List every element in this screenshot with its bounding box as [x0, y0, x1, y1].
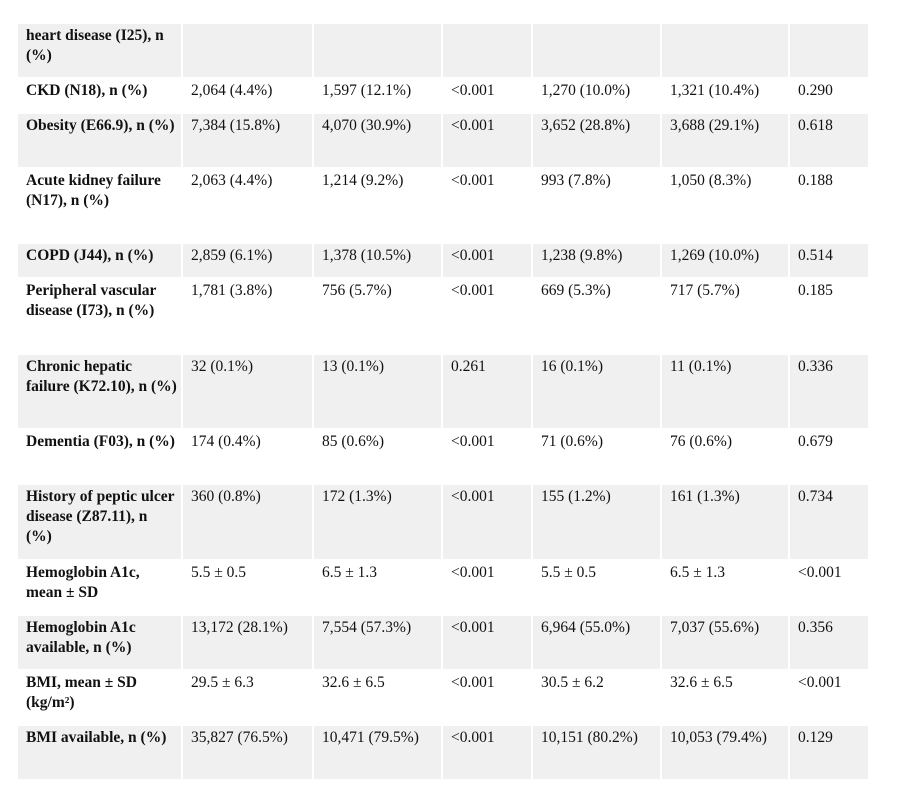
table-cell: 0.618: [790, 114, 868, 169]
table-cell: 0.188: [790, 169, 868, 244]
table-cell: <0.001: [790, 561, 868, 616]
table-cell: 360 (0.8%): [183, 485, 314, 561]
table-cell: 85 (0.6%): [314, 430, 443, 485]
row-label: Dementia (F03), n (%): [18, 430, 183, 485]
table-cell: 0.734: [790, 485, 868, 561]
table-cell: 1,270 (10.0%): [533, 79, 662, 114]
row-label: History of peptic ulcer disease (Z87.11), n (%): [18, 485, 183, 561]
row-label: Chronic hepatic failure (K72.10), n (%): [18, 355, 183, 430]
table-cell: <0.001: [443, 671, 533, 726]
table-cell: 174 (0.4%): [183, 430, 314, 485]
table-cell: <0.001: [443, 726, 533, 781]
row-label: heart disease (I25), n (%): [18, 24, 183, 79]
table-cell: 0.185: [790, 279, 868, 355]
table-cell: <0.001: [443, 244, 533, 279]
table-row: [18, 485, 868, 561]
table-row: [18, 114, 868, 169]
table-cell: <0.001: [790, 671, 868, 726]
table-cell: 71 (0.6%): [533, 430, 662, 485]
row-label: BMI available, n (%): [18, 726, 183, 781]
table-cell: 0.356: [790, 616, 868, 671]
table-cell: 2,064 (4.4%): [183, 79, 314, 114]
table-cell: 1,269 (10.0%): [662, 244, 790, 279]
table-cell: 0.129: [790, 726, 868, 781]
table-cell: 717 (5.7%): [662, 279, 790, 355]
table-cell: 1,214 (9.2%): [314, 169, 443, 244]
table-cell: 7,384 (15.8%): [183, 114, 314, 169]
table-cell: 13,172 (28.1%): [183, 616, 314, 671]
table-cell: 0.290: [790, 79, 868, 114]
table-row: [18, 726, 868, 781]
table-cell: [443, 24, 533, 79]
table-cell: 0.261: [443, 355, 533, 430]
table-row: [18, 79, 868, 114]
row-label: Acute kidney failure (N17), n (%): [18, 169, 183, 244]
table-cell: 76 (0.6%): [662, 430, 790, 485]
table-cell: 3,688 (29.1%): [662, 114, 790, 169]
table-cell: 2,063 (4.4%): [183, 169, 314, 244]
table-row: [18, 430, 868, 485]
table-cell: 1,597 (12.1%): [314, 79, 443, 114]
table-cell: <0.001: [443, 169, 533, 244]
table-body: [18, 24, 868, 781]
comorbidity-table: [18, 24, 868, 781]
table-cell: 1,781 (3.8%): [183, 279, 314, 355]
row-label: COPD (J44), n (%): [18, 244, 183, 279]
table-cell: 29.5 ± 6.3: [183, 671, 314, 726]
table-cell: 30.5 ± 6.2: [533, 671, 662, 726]
table-row: [18, 355, 868, 430]
table-cell: 11 (0.1%): [662, 355, 790, 430]
table-cell: 6.5 ± 1.3: [662, 561, 790, 616]
table-cell: 0.514: [790, 244, 868, 279]
table-row: [18, 561, 868, 616]
table-cell: [790, 24, 868, 79]
table-cell: 0.336: [790, 355, 868, 430]
table-cell: 172 (1.3%): [314, 485, 443, 561]
table-cell: [314, 24, 443, 79]
table-cell: [533, 24, 662, 79]
table-cell: <0.001: [443, 485, 533, 561]
table-cell: 10,053 (79.4%): [662, 726, 790, 781]
table-cell: 1,321 (10.4%): [662, 79, 790, 114]
table-cell: 16 (0.1%): [533, 355, 662, 430]
row-label: Hemoglobin A1c available, n (%): [18, 616, 183, 671]
table-cell: 32.6 ± 6.5: [314, 671, 443, 726]
table-cell: 1,378 (10.5%): [314, 244, 443, 279]
row-label: CKD (N18), n (%): [18, 79, 183, 114]
table-cell: 35,827 (76.5%): [183, 726, 314, 781]
table-cell: 0.679: [790, 430, 868, 485]
table-cell: <0.001: [443, 616, 533, 671]
table-row: [18, 671, 868, 726]
table-row: [18, 244, 868, 279]
table-cell: 161 (1.3%): [662, 485, 790, 561]
table-row: [18, 24, 868, 79]
table-row: [18, 279, 868, 355]
table-cell: 1,050 (8.3%): [662, 169, 790, 244]
comorbidity-table-container: [18, 24, 868, 781]
table-cell: 6.5 ± 1.3: [314, 561, 443, 616]
table-cell: 13 (0.1%): [314, 355, 443, 430]
table-cell: 155 (1.2%): [533, 485, 662, 561]
table-cell: 669 (5.3%): [533, 279, 662, 355]
row-label: Obesity (E66.9), n (%): [18, 114, 183, 169]
table-cell: 756 (5.7%): [314, 279, 443, 355]
table-cell: 2,859 (6.1%): [183, 244, 314, 279]
table-cell: 1,238 (9.8%): [533, 244, 662, 279]
table-cell: <0.001: [443, 430, 533, 485]
table-cell: 32 (0.1%): [183, 355, 314, 430]
table-cell: 5.5 ± 0.5: [533, 561, 662, 616]
table-row: [18, 616, 868, 671]
table-cell: 6,964 (55.0%): [533, 616, 662, 671]
table-cell: 32.6 ± 6.5: [662, 671, 790, 726]
table-cell: 10,151 (80.2%): [533, 726, 662, 781]
row-label: BMI, mean ± SD (kg/m²): [18, 671, 183, 726]
table-cell: 4,070 (30.9%): [314, 114, 443, 169]
table-cell: <0.001: [443, 79, 533, 114]
table-cell: 3,652 (28.8%): [533, 114, 662, 169]
table-cell: 5.5 ± 0.5: [183, 561, 314, 616]
row-label: Peripheral vascular disease (I73), n (%): [18, 279, 183, 355]
table-cell: 10,471 (79.5%): [314, 726, 443, 781]
table-row: [18, 169, 868, 244]
table-cell: 7,554 (57.3%): [314, 616, 443, 671]
table-cell: 7,037 (55.6%): [662, 616, 790, 671]
table-cell: <0.001: [443, 561, 533, 616]
table-cell: 993 (7.8%): [533, 169, 662, 244]
table-cell: [183, 24, 314, 79]
table-cell: [662, 24, 790, 79]
table-cell: <0.001: [443, 279, 533, 355]
row-label: Hemoglobin A1c, mean ± SD: [18, 561, 183, 616]
table-cell: <0.001: [443, 114, 533, 169]
